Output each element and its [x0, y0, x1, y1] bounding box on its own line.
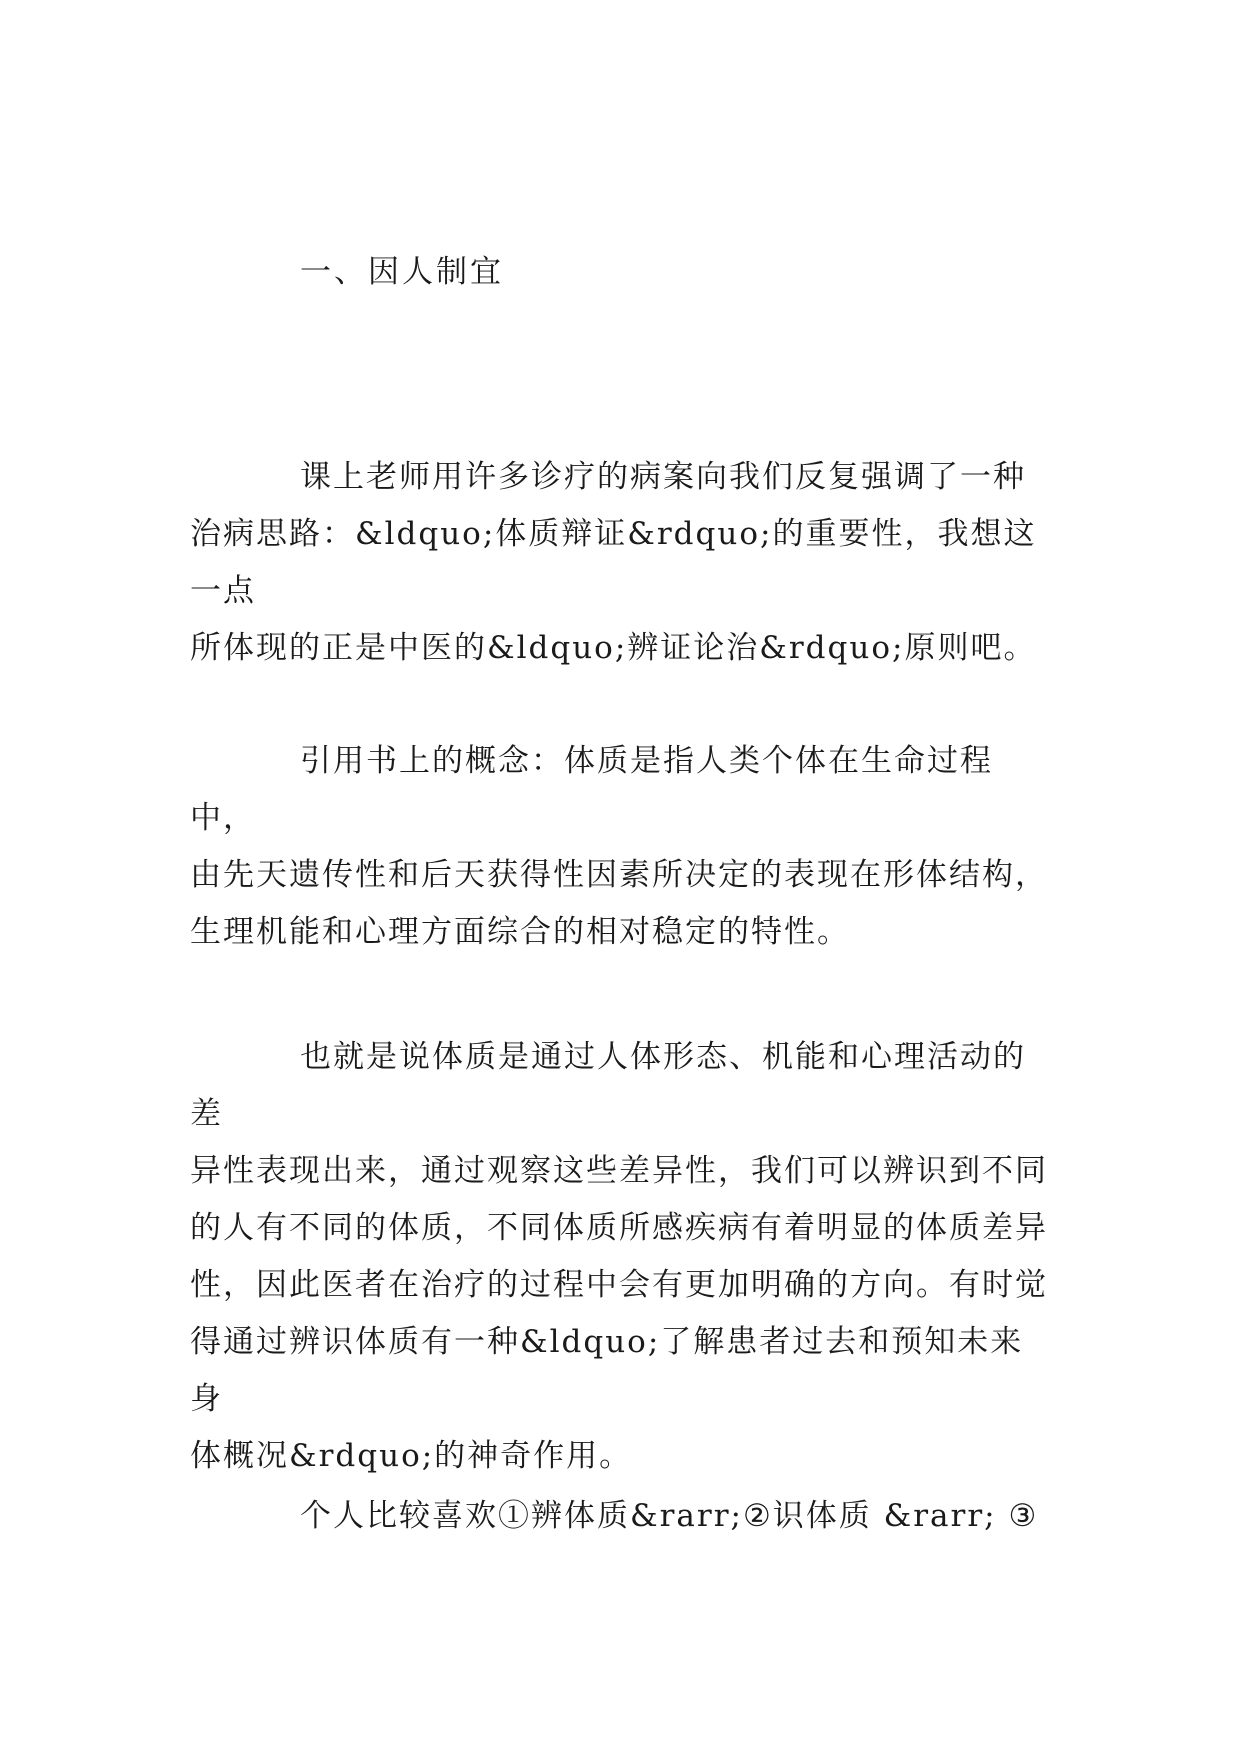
paragraph-4: 个人比较喜欢①辨体质&rarr;②识体质 &rarr; ③: [300, 1498, 1039, 1534]
paragraph-3: 也就是说体质是通过人体形态、机能和心理活动的差 异性表现出来，通过观察这些差异性，我们可以辨识到不同 的人有不同的体质，不同体质所感疾病有着明显的体质差异 性，因此医者在治疗的过程中会有更加明确的方向。有时觉 得通过辨识体质有一种&ldquo;了解患者过去和预知未来身 体概况&rdquo;的神奇作用。: [190, 1039, 1048, 1474]
section-heading: 一、因人制宜: [300, 254, 504, 290]
paragraph-2: 引用书上的概念：体质是指人类个体在生命过程中， 由先天遗传性和后天获得性因素所决定的表现在形体结构， 生理机能和心理方面综合的相对稳定的特性。: [190, 743, 1048, 950]
paragraph-1: 课上老师用许多诊疗的病案向我们反复强调了一种 治病思路：&ldquo;体质辩证&rdquo;的重要性，我想这一点 所体现的正是中医的&ldquo;辨证论治&rdquo;原则吧。: [190, 459, 1037, 666]
